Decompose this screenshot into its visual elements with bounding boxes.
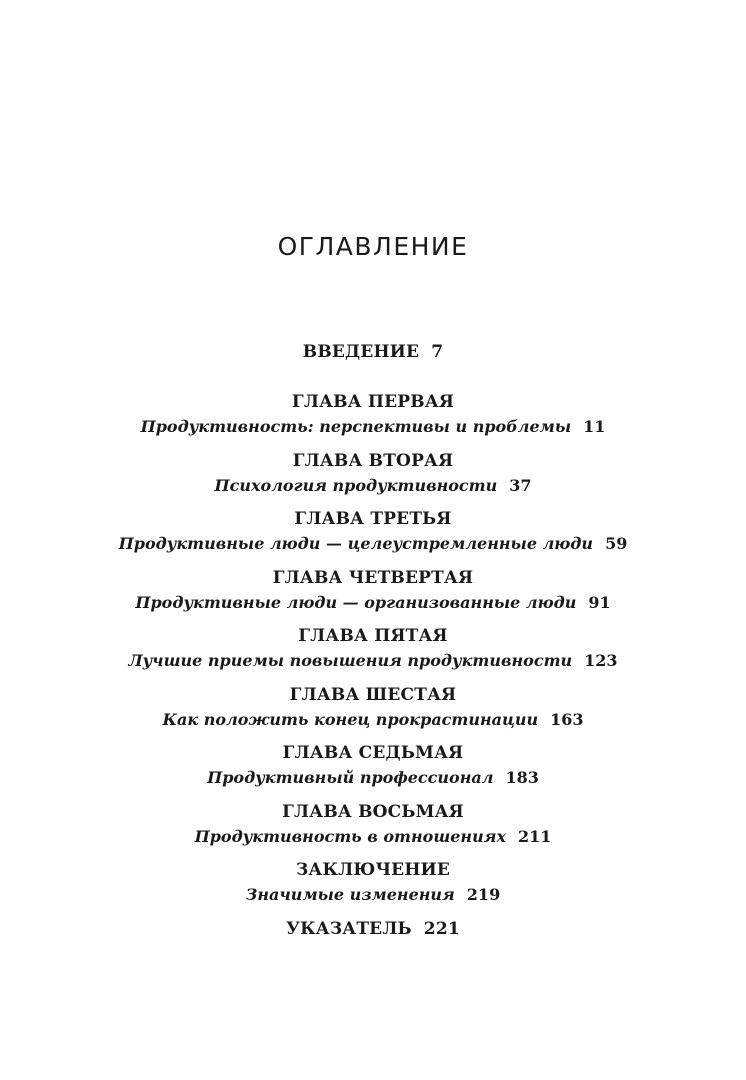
page-number: 183 [505,768,539,787]
chapter-subtitle [0,883,746,907]
chapter-label: ГЛАВА ШЕСТАЯ [289,684,457,705]
chapter-label-text: ВВЕДЕНИЕ [302,342,420,362]
page-number: 11 [583,417,606,436]
toc-entry-chapter-8[interactable] [0,799,746,858]
chapter-subtitle-text: Продуктивный профессионал [207,768,494,787]
page-number: 59 [605,534,628,553]
chapter-label [0,339,746,365]
chapter-subtitle-text: Продуктивные люди — целеустремленные люди [118,534,594,553]
chapter-subtitle [0,649,746,673]
toc-entry-chapter-2[interactable] [0,448,746,507]
chapter-subtitle-text: Как положить конец прокрастинации [162,709,539,729]
chapter-label: ГЛАВА СЕДЬМАЯ [282,743,464,763]
chapter-subtitle [0,591,746,615]
toc-entry-chapter-5[interactable] [0,623,746,682]
chapter-label: ГЛАВА ВОСЬМАЯ [282,801,464,822]
toc-title: ОГЛАВЛЕНИЕ [277,232,469,261]
toc-entry-introduction[interactable] [0,339,746,389]
toc-entry-chapter-4[interactable] [0,565,746,624]
chapter-subtitle-text: Психология продуктивности [214,475,498,495]
chapter-subtitle [0,415,746,439]
toc-entry-index[interactable] [0,916,746,966]
page-number: 37 [509,475,532,495]
chapter-label: ГЛАВА ПЯТАЯ [298,626,448,646]
chapter-subtitle [0,825,746,849]
page-number: 219 [466,885,501,904]
chapter-subtitle-text: Значимые изменения [245,885,455,904]
chapter-subtitle-text: Продуктивность в отношениях [194,826,506,846]
chapter-label: ГЛАВА ПЕРВАЯ [291,392,455,412]
page-number: 123 [584,651,618,670]
toc-entry-chapter-3[interactable] [0,506,746,565]
chapter-label: ГЛАВА ТРЕТЬЯ [294,509,452,529]
chapter-subtitle-text: Лучшие приемы повышения продуктивности [128,651,573,670]
toc-entry-conclusion[interactable] [0,857,746,916]
page-number: 163 [550,709,584,729]
chapter-subtitle [0,708,746,732]
chapter-label: ГЛАВА ВТОРАЯ [292,450,454,471]
toc-entry-chapter-1[interactable] [0,389,746,448]
chapter-label: ЗАКЛЮЧЕНИЕ [295,860,451,880]
page-number: 7 [431,342,444,362]
page-number: 211 [518,826,552,846]
chapter-subtitle [0,474,746,498]
toc-entry-chapter-6[interactable] [0,682,746,741]
chapter-label-text: УКАЗАТЕЛЬ [286,918,412,939]
chapter-label: ГЛАВА ЧЕТВЕРТАЯ [272,567,474,588]
chapter-subtitle-text: Продуктивность: перспективы и проблемы [140,417,572,436]
toc-entry-chapter-7[interactable] [0,740,746,799]
chapter-subtitle-text: Продуктивные люди — организованные люди [135,592,577,612]
page-number: 91 [588,592,611,612]
chapter-subtitle [0,766,746,790]
chapter-subtitle [0,532,746,556]
page-number: 221 [423,918,460,939]
chapter-label [0,916,746,942]
toc-list [0,339,746,966]
